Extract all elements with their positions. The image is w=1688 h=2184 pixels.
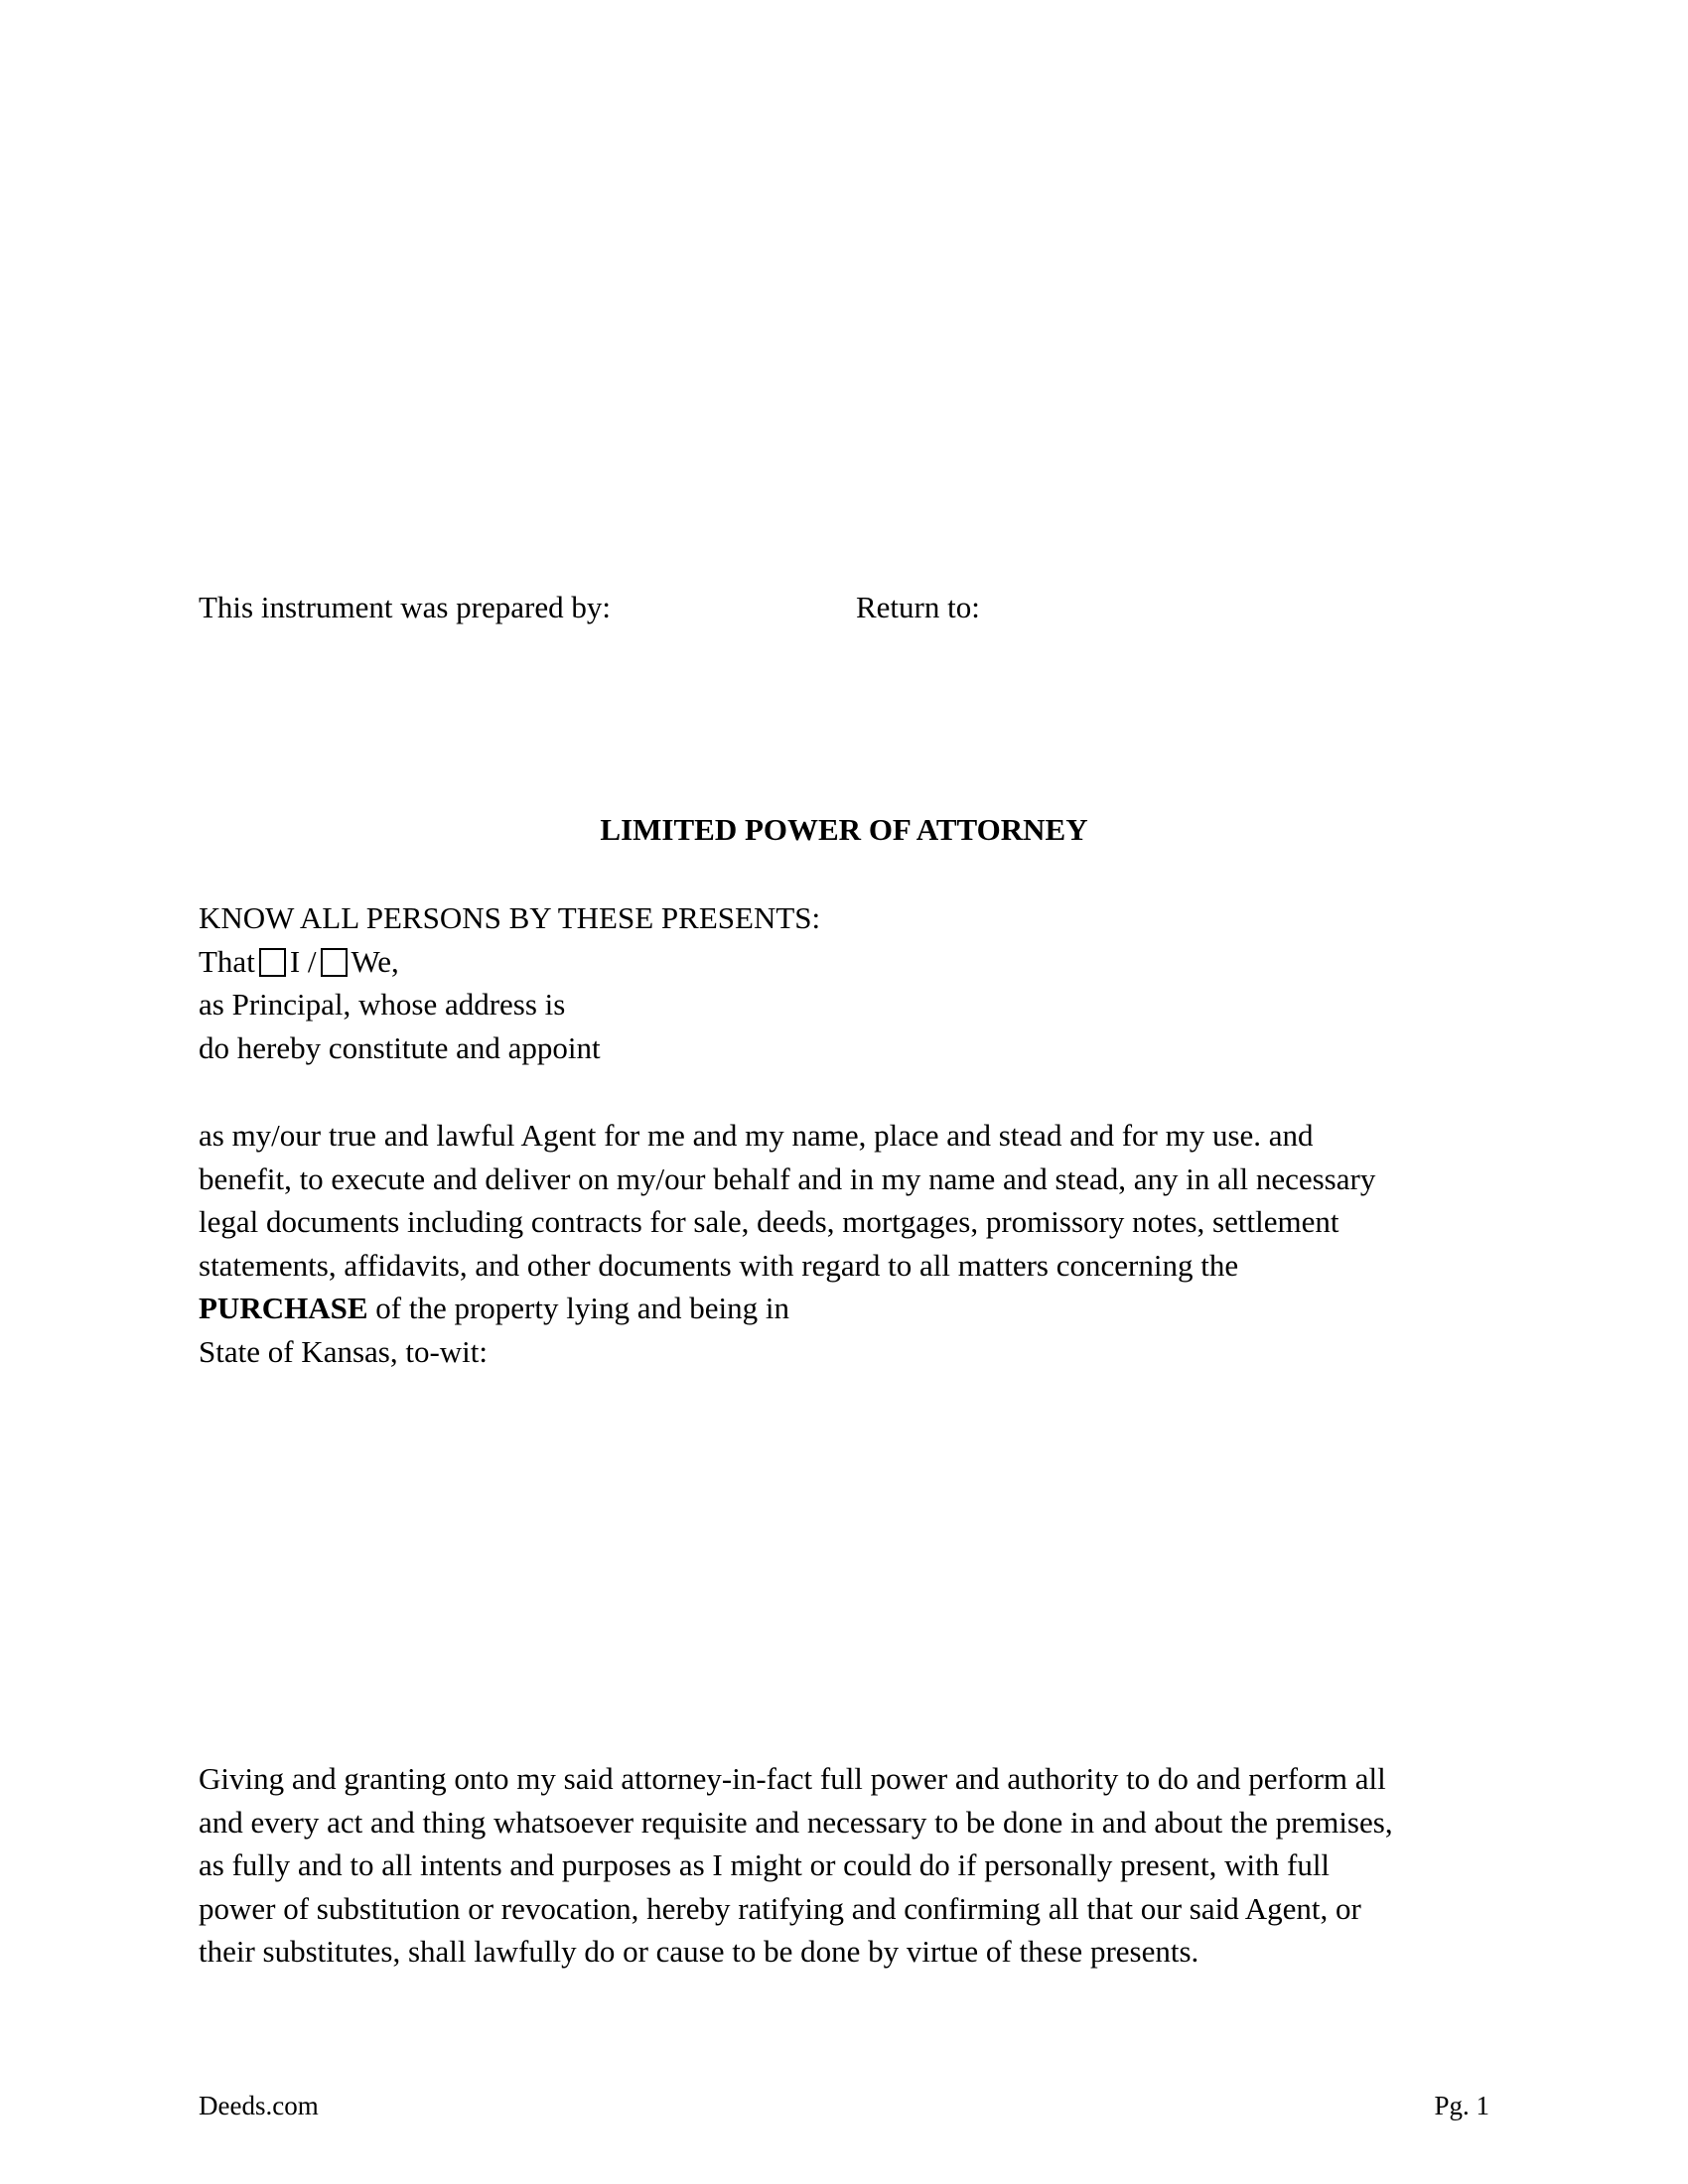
we-option-label: We, [351,943,399,979]
return-to-label: Return to: [856,590,980,624]
paragraph-line: statements, affidavits, and other documents with regard to all matters concerning the [199,1247,1239,1283]
purchase-keyword: PURCHASE [199,1291,368,1325]
appoint-line: do hereby constitute and appoint [199,1029,601,1065]
grant-of-authority-paragraph [199,1757,1509,1974]
state-line: State of Kansas, to-wit: [199,1333,489,1369]
that-label: That [199,943,255,979]
paragraph-line: Giving and granting onto my said attorney-in-fact full power and authority to do and perform all [199,1761,1386,1796]
document-title: LIMITED POWER OF ATTORNEY [600,812,1088,847]
footer-page-number: Pg. 1 [1434,2091,1489,2120]
i-option-label: I / [289,943,317,979]
paragraph-line: legal documents including contracts for sale, deeds, mortgages, promissory notes, settlement [199,1204,1339,1239]
i-checkbox[interactable] [259,948,286,977]
property-location-text: of the property lying and being in [367,1291,789,1325]
footer-site-name: Deeds.com [199,2091,319,2120]
paragraph-line: benefit, to execute and deliver on my/our behalf and in my name and stead, any in all necessary [199,1160,1376,1196]
paragraph-line: and every act and thing whatsoever requisite and necessary to be done in and about the premises, [199,1804,1393,1840]
paragraph-line: their substitutes, shall lawfully do or cause to be done by virtue of these presents. [199,1934,1199,1969]
principal-choice-line [199,940,820,984]
prepared-by-label: This instrument was prepared by: [199,590,611,624]
paragraph-line: power of substitution or revocation, hereby ratifying and confirming all that our said Agent, or [199,1890,1361,1926]
paragraph-line: as my/our true and lawful Agent for me and my name, place and stead and for my use. and [199,1118,1314,1153]
agent-powers-paragraph [199,1114,1489,1373]
we-checkbox[interactable] [321,948,348,977]
paragraph-line [199,1287,1489,1330]
intro-section [199,896,820,1069]
know-all-persons-line: KNOW ALL PERSONS BY THESE PRESENTS: [199,900,821,935]
paragraph-line: as fully and to all intents and purposes as I might or could do if personally present, with full [199,1847,1331,1882]
principal-address-line: as Principal, whose address is [199,987,566,1022]
